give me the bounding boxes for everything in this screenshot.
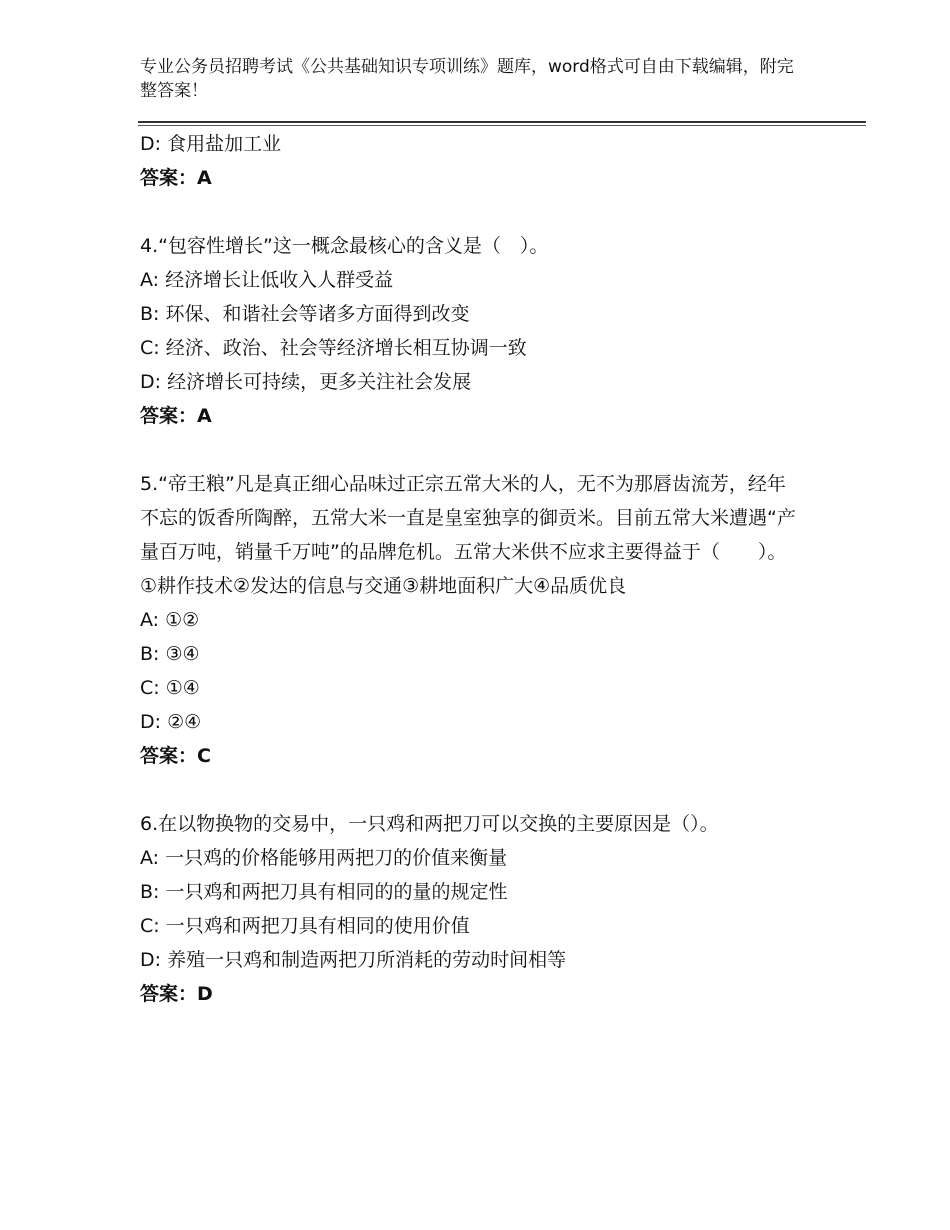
spacer xyxy=(140,773,800,807)
answer-label: 答案：A xyxy=(140,167,212,189)
option-a: A: 经济增长让低收入人群受益 xyxy=(140,269,394,291)
option-b: B: ③④ xyxy=(140,643,200,665)
option-a: A: 一只鸡的价格能够用两把刀的价值来衡量 xyxy=(140,847,508,869)
option-a: A: ①② xyxy=(140,609,200,631)
question-4 xyxy=(140,229,800,433)
option-d: D: 食用盐加工业 xyxy=(140,133,282,155)
option-d: D: 经济增长可持续，更多关注社会发展 xyxy=(140,371,472,393)
answer-label: 答案：A xyxy=(140,405,212,427)
answer-label: 答案：C xyxy=(140,745,211,767)
option-d: D: 养殖一只鸡和制造两把刀所消耗的劳动时间相等 xyxy=(140,949,567,971)
option-c: C: 经济、政治、社会等经济增长相互协调一致 xyxy=(140,337,527,359)
option-c: C: 一只鸡和两把刀具有相同的使用价值 xyxy=(140,915,470,937)
page-header: 专业公务员招聘考试《公共基础知识专项训练》题库，word格式可自由下载编辑，附完整答案！ xyxy=(140,57,794,101)
question-stem: 6.在以物换物的交易中，一只鸡和两把刀可以交换的主要原因是（）。 xyxy=(140,813,719,835)
question-5 xyxy=(140,467,800,773)
question-stem: 5.“帝王粮”凡是真正细心品味过正宗五常大米的人，无不为那唇齿流芳，经年不忘的饭香所陶醉，五常大米一直是皇室独享的御贡米。目前五常大米遭遇“产量百万吨，销量千万吨”的品牌危机。五常大米供不应求主要得益于（ ）。①耕作技术②发达的信息与交通③耕地面积广大④品质优良 xyxy=(140,473,796,597)
option-d: D: ②④ xyxy=(140,711,202,733)
answer-label: 答案：D xyxy=(140,983,213,1005)
question-content xyxy=(140,127,800,1011)
header-rule-thick xyxy=(138,121,866,123)
header-rule-thin xyxy=(138,125,866,126)
question-6 xyxy=(140,807,800,1011)
question-stem: 4.“包容性增长”这一概念最核心的含义是（ ）。 xyxy=(140,235,549,257)
option-b: B: 环保、和谐社会等诸多方面得到改变 xyxy=(140,303,470,325)
question-3-fragment xyxy=(140,127,800,195)
spacer xyxy=(140,195,800,229)
option-c: C: ①④ xyxy=(140,677,200,699)
spacer xyxy=(140,433,800,467)
option-b: B: 一只鸡和两把刀具有相同的的量的规定性 xyxy=(140,881,508,903)
